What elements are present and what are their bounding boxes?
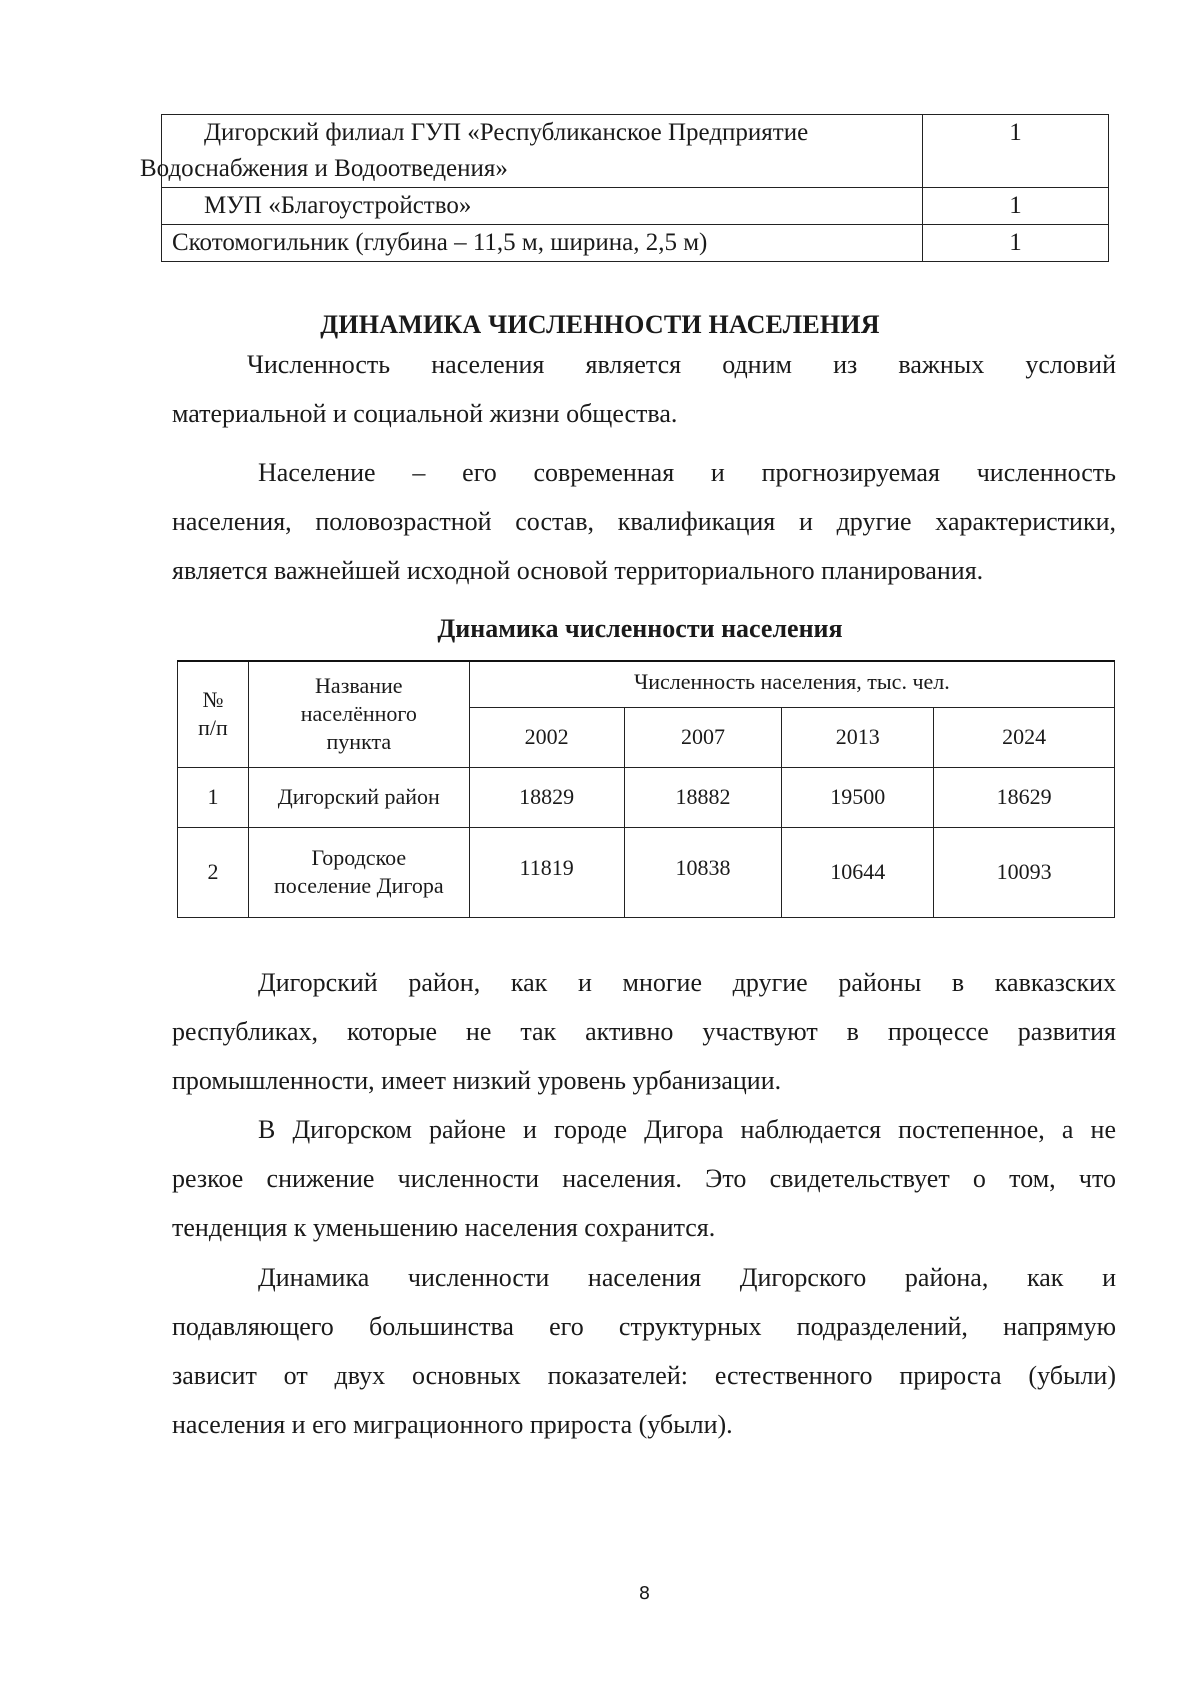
header-name bbox=[248, 661, 469, 767]
settlement-name-line: Городское bbox=[311, 845, 407, 870]
intro-paragraph-2 bbox=[172, 448, 1116, 595]
header-number bbox=[178, 661, 249, 767]
paragraph-line: Население – его современная и прогнозируемая численность bbox=[258, 458, 1116, 487]
population-value: 10093 bbox=[934, 827, 1115, 917]
population-value: 18829 bbox=[469, 767, 624, 827]
row-number: 2 bbox=[178, 827, 249, 917]
page-number: 8 bbox=[638, 1583, 651, 1604]
header-group: Численность населения, тыс. чел. bbox=[469, 661, 1114, 707]
section-heading: ДИНАМИКА ЧИСЛЕННОСТИ НАСЕЛЕНИЯ bbox=[320, 310, 880, 339]
paragraph-line: населения и его миграционного прироста (убыли). bbox=[172, 1410, 733, 1439]
settlement-name bbox=[248, 827, 469, 917]
table-row bbox=[178, 827, 1115, 917]
facility-label bbox=[140, 115, 923, 188]
paragraph-line: республиках, которые не так активно участвуют в процессе развития bbox=[172, 1017, 1116, 1046]
table-row bbox=[162, 188, 1109, 225]
paragraph-line: В Дигорском районе и городе Дигора наблюдается постепенное, а не bbox=[258, 1115, 1116, 1144]
body-paragraph-3 bbox=[172, 1253, 1116, 1449]
facility-count: 1 bbox=[923, 115, 1109, 188]
population-value: 19500 bbox=[782, 767, 934, 827]
header-text: пункта bbox=[326, 729, 392, 755]
facility-label-line: Водоснабжения и Водоотведения» bbox=[140, 155, 508, 182]
table-row bbox=[178, 767, 1115, 827]
facility-label: МУП «Благоустройство» bbox=[162, 188, 923, 225]
header-text: Название bbox=[315, 673, 403, 699]
header-text: № bbox=[202, 687, 224, 713]
facility-label-line: Дигорский филиал ГУП «Республиканское Предприятие bbox=[204, 119, 809, 146]
facility-label: Скотомогильник (глубина – 11,5 м, ширина, 2,5 м) bbox=[162, 225, 923, 262]
table-header-row bbox=[178, 661, 1115, 707]
paragraph-line: населения, половозрастной состав, квалификация и другие характеристики, bbox=[172, 507, 1116, 536]
body-paragraph-1 bbox=[172, 958, 1116, 1105]
population-value: 11819 bbox=[469, 827, 624, 917]
population-table bbox=[177, 660, 1115, 918]
paragraph-line: резкое снижение численности населения. Это свидетельствует о том, что bbox=[172, 1164, 1116, 1193]
paragraph-line: подавляющего большинства его структурных подразделений, напрямую bbox=[172, 1312, 1116, 1341]
population-value: 18629 bbox=[934, 767, 1115, 827]
settlement-name-line: поселение Дигора bbox=[273, 873, 444, 898]
header-text: п/п bbox=[198, 715, 228, 741]
header-text: населённого bbox=[300, 701, 417, 727]
paragraph-line: является важнейшей исходной основой территориального планирования. bbox=[172, 556, 984, 585]
body-paragraph-2 bbox=[172, 1105, 1116, 1252]
intro-paragraph-1 bbox=[172, 340, 1116, 438]
paragraph-line: зависит от двух основных показателей: естественного прироста (убыли) bbox=[172, 1361, 1116, 1390]
population-value: 10838 bbox=[624, 827, 782, 917]
paragraph-line: Численность населения является одним из важных условий bbox=[247, 350, 1116, 379]
table-row bbox=[162, 225, 1109, 262]
settlement-name: Дигорский район bbox=[248, 767, 469, 827]
header-year: 2007 bbox=[624, 707, 782, 767]
paragraph-line: материальной и социальной жизни общества. bbox=[172, 399, 678, 428]
paragraph-line: Динамика численности населения Дигорского района, как и bbox=[258, 1263, 1116, 1292]
facility-count: 1 bbox=[923, 225, 1109, 262]
paragraph-line: тенденция к уменьшению населения сохранится. bbox=[172, 1213, 716, 1242]
paragraph-line: Дигорский район, как и многие другие районы в кавказских bbox=[258, 968, 1116, 997]
facility-count: 1 bbox=[923, 188, 1109, 225]
table-row bbox=[162, 115, 1109, 188]
population-value: 10644 bbox=[782, 827, 934, 917]
population-value: 18882 bbox=[624, 767, 782, 827]
header-year: 2002 bbox=[469, 707, 624, 767]
facilities-table bbox=[140, 114, 1109, 262]
table-title: Динамика численности населения bbox=[437, 614, 843, 643]
row-number: 1 bbox=[178, 767, 249, 827]
header-year: 2024 bbox=[934, 707, 1115, 767]
paragraph-line: промышленности, имеет низкий уровень урбанизации. bbox=[172, 1066, 782, 1095]
header-year: 2013 bbox=[782, 707, 934, 767]
